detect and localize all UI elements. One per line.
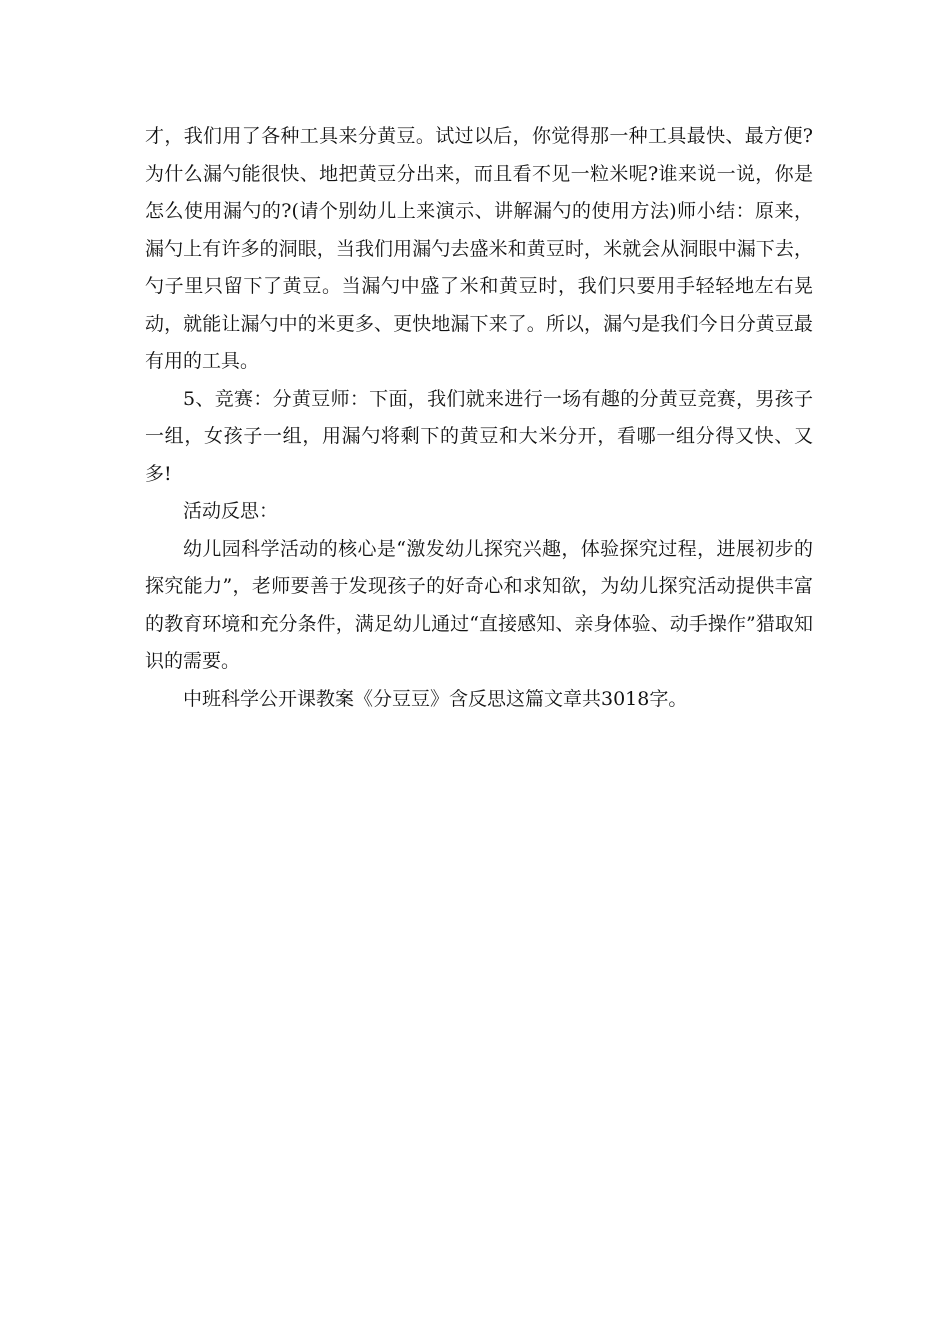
document-body — [145, 118, 813, 718]
paragraph-competition-step: 5、竞赛：分黄豆师：下面，我们就来进行一场有趣的分黄豆竞赛，男孩子一组，女孩子一组，用漏勺将剩下的黄豆和大米分开，看哪一组分得又快、又多! — [145, 387, 813, 485]
section-heading-reflection: 活动反思： — [183, 500, 279, 522]
paragraph-funnel-summary: 才，我们用了各种工具来分黄豆。试过以后，你觉得那一种工具最快、最方便?为什么漏勺能很快、地把黄豆分出来，而且看不见一粒米呢?谁来说一说，你是怎么使用漏勺的?(请个别幼儿上来演示、讲解漏勺的使用方法)师小结：原来，漏勺上有许多的洞眼，当我们用漏勺去盛米和黄豆时，米就会从洞眼中漏下去，勺子里只留下了黄豆。当漏勺中盛了米和黄豆时，我们只要用手轻轻地左右晃动，就能让漏勺中的米更多、更快地漏下来了。所以，漏勺是我们今日分黄豆最有用的工具。 — [145, 125, 813, 372]
paragraph-article-footer: 中班科学公开课教案《分豆豆》含反思这篇文章共3018字。 — [183, 687, 688, 710]
paragraph-reflection: 幼儿园科学活动的核心是“激发幼儿探究兴趣，体验探究过程，进展初步的探究能力”，老师要善于发现孩子的好奇心和求知欲，为幼儿探究活动提供丰富的教育环境和充分条件，满足幼儿通过“直接感知、亲身体验、动手操作”猎取知识的需要。 — [145, 537, 813, 672]
